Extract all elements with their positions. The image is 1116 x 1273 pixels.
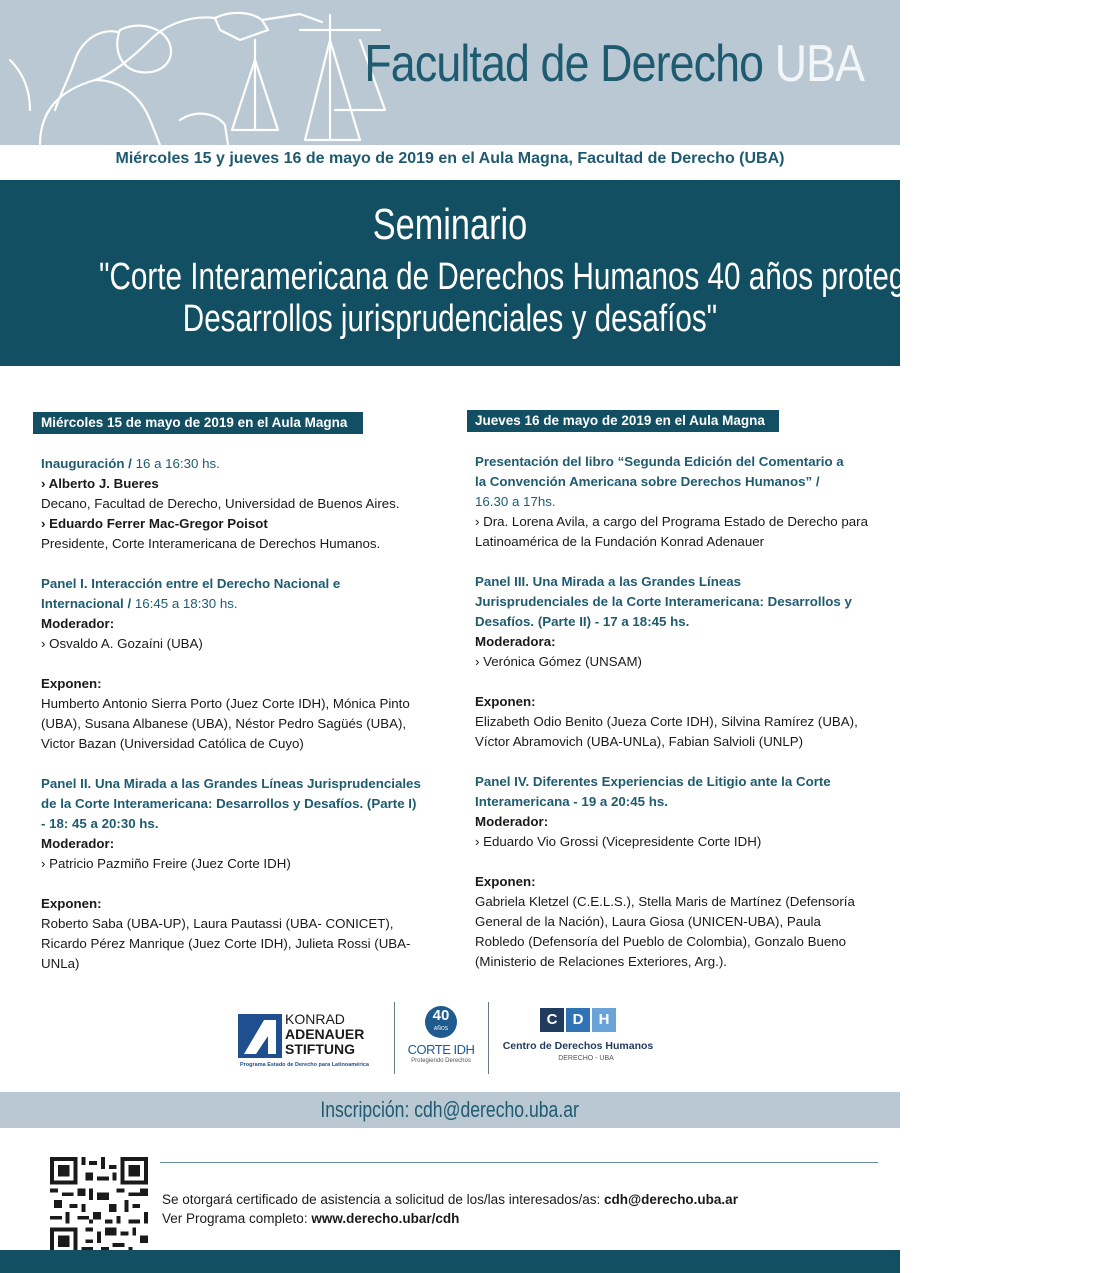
speakers-list: Roberto Saba (UBA-UP), Laura Pautassi (UBA- CONICET), Ricardo Pérez Manrique (Juez Corte IDH), Julieta Rossi (UBA-UNLa) — [41, 916, 411, 971]
banner-title: Seminario — [372, 200, 528, 249]
brand-main: Facultad de Derecho — [364, 35, 764, 93]
divider — [488, 1002, 489, 1074]
corte-idh-name: CORTE IDH — [407, 1042, 475, 1057]
registration-link[interactable]: Inscripción: cdh@derecho.uba.ar — [320, 1097, 580, 1122]
day2-column — [467, 410, 779, 432]
event-date-line: Miércoles 15 y jueves 16 de mayo de 2019 en el Aula Magna, Facultad de Derecho (UBA) — [115, 150, 785, 167]
day2-book-title: Presentación del libro “Segunda Edición del Comentario a la Convención Americana sobre Derechos Humanos” / 16.30 a 17hs. — [475, 454, 844, 509]
speaker-role: Presidente, Corte Interamericana de Derechos Humanos. — [41, 536, 381, 551]
day1-session1-title: Inauguración / 16 a 16:30 hs. — [41, 456, 220, 471]
day1-header: Miércoles 15 de mayo de 2019 en el Aula Magna — [33, 412, 363, 434]
day2-program — [475, 452, 870, 972]
speakers-label: Exponen: — [475, 874, 536, 889]
sponsor-logos — [0, 1000, 900, 1080]
day2-panel4-title: Panel IV. Diferentes Experiencias de Litigio ante la Corte Interamericana - 19 a 20:45 hs. — [475, 774, 831, 809]
kas-logo-mark — [238, 1014, 282, 1058]
qr-code — [50, 1157, 148, 1255]
moderator-name: › Osvaldo A. Gozaíni (UBA) — [41, 636, 203, 651]
speakers-label: Exponen: — [41, 896, 102, 911]
footer-info — [162, 1190, 738, 1228]
banner-subtitle-line2: Desarrollos jurisprudenciales y desafíos" — [182, 298, 718, 340]
speakers-label: Exponen: — [475, 694, 536, 709]
day1-column — [33, 412, 363, 434]
header-illustration — [0, 0, 420, 145]
speakers-list: Elizabeth Odio Benito (Jueza Corte IDH), Silvina Ramírez (UBA), Víctor Abramovich (UBA-UNLa), Fabian Salvioli (UNLP) — [475, 714, 858, 749]
brand-title — [364, 34, 864, 94]
day1-panel1-title: Panel I. Interacción entre el Derecho Nacional e Internacional / 16:45 a 18:30 hs. — [41, 576, 341, 611]
corte-idh-emblem: 40 AÑOS — [425, 1006, 457, 1038]
moderator-name: › Patricio Pazmiño Freire (Juez Corte IDH) — [41, 856, 291, 871]
speakers-list: Humberto Antonio Sierra Porto (Juez Corte IDH), Mónica Pinto (UBA), Susana Albanese (UBA), Néstor Pedro Sagüés (UBA), Victor Bazan (Universidad Católica de Cuyo) — [41, 696, 410, 751]
moderator-label: Moderador: — [41, 836, 115, 851]
cdh-sub: DERECHO - UBA — [558, 1055, 614, 1062]
presenter-text: › Dra. Lorena Avila, a cargo del Programa Estado de Derecho para Latinoamérica de la Fundación Konrad Adenauer — [475, 514, 868, 549]
moderator-label: Moderador: — [475, 814, 549, 829]
registration-bar — [0, 1092, 900, 1128]
speaker-name: › Eduardo Ferrer Mac-Gregor Poisot — [41, 516, 268, 531]
program-line: Ver Programa completo: www.derecho.ubar/cdh — [162, 1211, 460, 1226]
banner-subtitle — [99, 256, 1116, 340]
moderator-label: Moderadora: — [475, 634, 556, 649]
title-banner — [0, 180, 1116, 366]
divider — [394, 1002, 395, 1074]
moderator-label: Moderador: — [41, 616, 115, 631]
speakers-list: Gabriela Kletzel (C.E.L.S.), Stella Maris de Martínez (Defensoría General de la Nación), Laura Giosa (UNICEN-UBA), Paula Robledo (Defensoría del Pueblo de Colombia), Gonzalo Bueno (Ministerio de Relaciones Exteriores, Arg.). — [475, 894, 855, 969]
certificate-email-link[interactable]: cdh@derecho.uba.ar — [604, 1192, 738, 1207]
brand-accent: UBA — [774, 35, 864, 93]
day2-header: Jueves 16 de mayo de 2019 en el Aula Magna — [467, 410, 779, 432]
cdh-logo-mark: C D H — [540, 1008, 616, 1032]
speaker-role: Decano, Facultad de Derecho, Universidad de Buenos Aires. — [41, 496, 400, 511]
day1-program — [41, 454, 426, 974]
footer-divider — [160, 1162, 878, 1163]
banner-subtitle-line1: "Corte Interamericana de Derechos Humanos 40 años protegiendo derechos. — [99, 256, 1116, 298]
certificate-line: Se otorgará certificado de asistencia a solicitud de los/las interesados/as: cdh@derecho.uba.ar — [162, 1192, 738, 1207]
day2-panel3-title: Panel III. Una Mirada a las Grandes Líneas Jurisprudenciales de la Corte Interamericana: Desarrollos y Desafíos. (Parte II) - 17 a 18:45 hs. — [475, 574, 852, 629]
bottom-bar — [0, 1250, 900, 1273]
kas-logo-sub: Programa Estado de Derecho para Latinoamérica — [240, 1062, 369, 1068]
day1-panel2-title: Panel II. Una Mirada a las Grandes Líneas Jurisprudenciales de la Corte Interamericana: Desarrollos y Desafíos. (Parte I) - 18: 45 a 20:30 hs. — [41, 776, 421, 831]
program-link[interactable]: www.derecho.ubar/cdh — [311, 1211, 460, 1226]
header — [0, 0, 900, 145]
corte-idh-sub: Protegiendo Derechos — [411, 1058, 471, 1064]
kas-logo-text: KONRAD ADENAUER STIFTUNG — [285, 1011, 365, 1057]
moderator-name: › Verónica Gómez (UNSAM) — [475, 654, 642, 669]
speaker-name: › Alberto J. Bueres — [41, 476, 159, 491]
moderator-name: › Eduardo Vio Grossi (Vicepresidente Corte IDH) — [475, 834, 762, 849]
speakers-label: Exponen: — [41, 676, 102, 691]
cdh-name: Centro de Derechos Humanos — [502, 1040, 654, 1052]
